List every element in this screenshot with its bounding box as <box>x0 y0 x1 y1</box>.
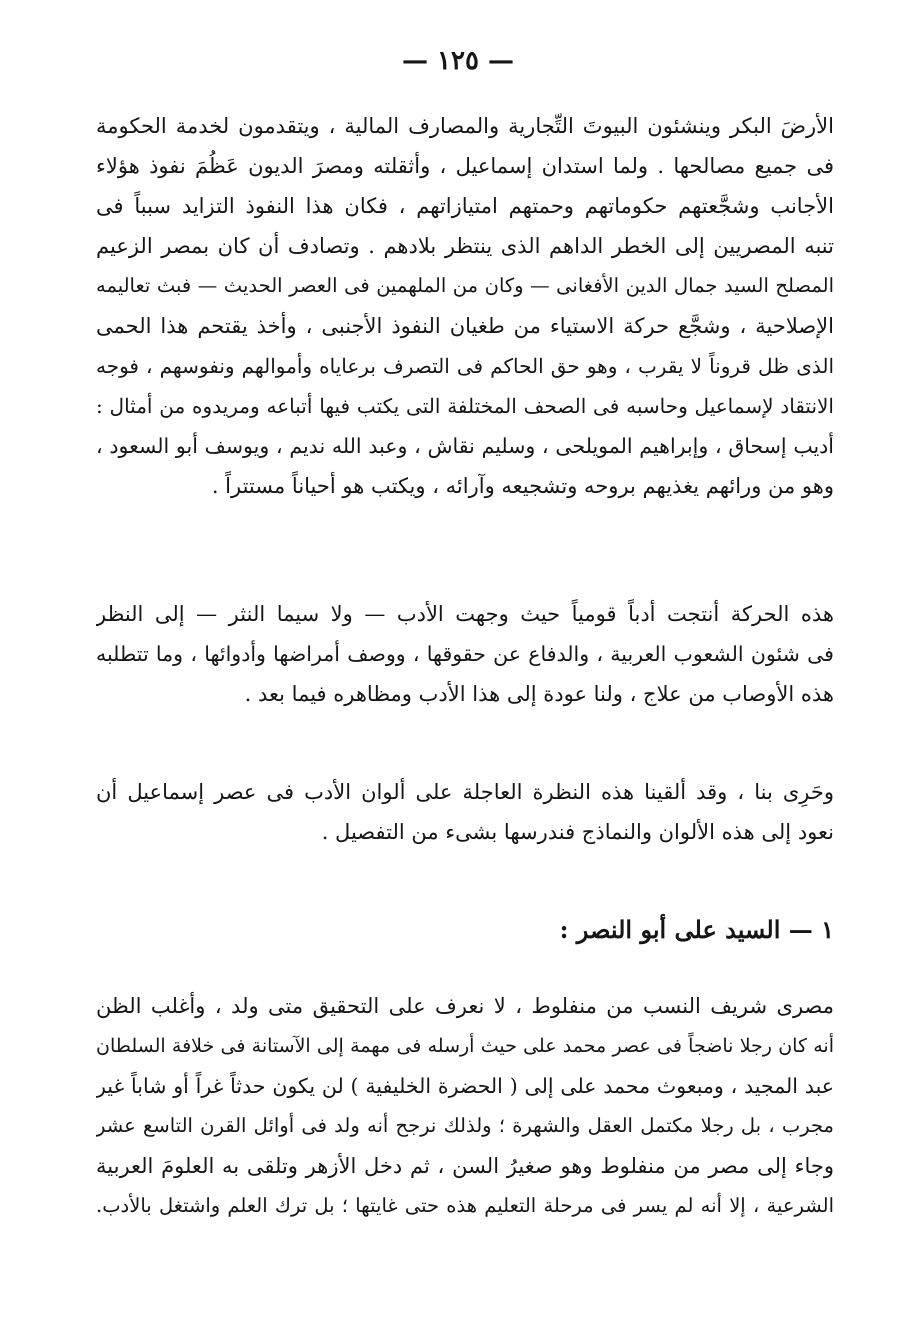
paragraph-line: هذه الأوصاب من علاج ، ولنا عودة إلى هذا الأدب ومظاهره فيما بعد . <box>244 682 834 706</box>
paragraph-line: المصلح السيد جمال الدين الأفغانى — وكان من الملهمين فى العصر الحديث — فبث تعاليمه <box>96 274 834 297</box>
paragraph-line: مجرب ، بل رجلا مكتمل العقل والشهرة ؛ ولذلك نرجح أنه ولد فى أوائل القرن التاسع عشر <box>96 1114 834 1137</box>
paragraph-line: وحَرِى بنا ، وقد ألقينا هذه النظرة العاجلة على ألوان الأدب فى عصر إسماعيل أن <box>96 780 834 804</box>
paragraph-3 <box>96 772 834 852</box>
paragraph-line: هذه الحركة أنتجت أدباً قومياً حيث وجهت الأدب — ولا سيما النثر — إلى النظر <box>96 602 834 626</box>
paragraph-2 <box>96 594 834 714</box>
page-number: — ١٢٥ — <box>401 46 515 76</box>
paragraph-line: عبد المجيد ، ومبعوث محمد على إلى ( الحضرة الخليفية ) لن يكون حدثاً غراً أو شاباً غير <box>96 1074 834 1098</box>
paragraph-line: الشرعية ، إلا أنه لم يسر فى مرحلة التعليم هذه حتى غايتها ؛ بل ترك العلم واشتغل بالأدب. <box>96 1194 834 1217</box>
paragraph-line: فى جميع مصالحها . ولما استدان إسماعيل ، وأثقلته ومصرَ الديون عَظُمَ نفوذ هؤلاء <box>96 154 834 178</box>
paragraph-line: فى شئون الشعوب العربية ، والدفاع عن حقوقها ، ووصف أمراضها وأدوائها ، وما تتطلبه <box>96 642 834 666</box>
paragraph-line: الأرضَ البكر وينشئون البيوتَ التِّجارية والمصارف المالية ، ويتقدمون لخدمة الحكومة <box>96 114 834 138</box>
section-paragraph <box>96 986 834 1226</box>
paragraph-line: مصرى شريف النسب من منفلوط ، لا نعرف على التحقيق متى ولد ، وأغلب الظن <box>96 994 834 1018</box>
paragraph-line: أديب إسحاق ، وإبراهيم المويلحى ، وسليم نقاش ، وعبد الله نديم ، ويوسف أبو السعود ، <box>96 434 834 458</box>
paragraph-line: وهو من ورائهم يغذيهم بروحه وتشجيعه وآرائه ، ويكتب هو أحياناً مستتراً . <box>211 474 834 498</box>
paragraph-line: أنه كان رجلا ناضجاً فى عصر محمد على حيث أرسله فى مهمة إلى الآستانة فى خلافة السلطان <box>96 1035 834 1057</box>
paragraph-line: نعود إلى هذه الألوان والنماذج فندرسها بشىء من التفصيل . <box>321 820 834 844</box>
paragraph-line: الإصلاحية ، وشجَّع حركة الاستياء من طغيان النفوذ الأجنبى ، وأخذ يقتحم هذا الحمى <box>96 314 834 338</box>
paragraph-line: تنبه المصريين إلى الخطر الداهم الذى ينتظر بلادهم . وتصادف أن كان بمصر الزعيم <box>96 234 834 258</box>
section-heading: ١ — السيد على أبو النصر : <box>559 915 834 944</box>
paragraph-line: الذى ظل قروناً لا يقرب ، وهو حق الحاكم فى التصرف برعاياه وأموالهم ونفوسهم ، فوجه <box>96 354 834 378</box>
paragraph-line: الانتقاد لإسماعيل وحاسبه فى الصحف المختلفة التى يكتب فيها أتباعه ومريدوه من أمثال : <box>96 394 834 418</box>
paragraph-1 <box>96 106 834 506</box>
paragraph-line: الأجانب وشجَّعتهم حكوماتهم وحمتهم امتيازاتهم ، فكان هذا النفوذ التزايد سبباً فى <box>96 194 834 218</box>
paragraph-line: وجاء إلى مصر من منفلوط وهو صغيرُ السن ، ثم دخل الأزهر وتلقى به العلومَ العربية <box>96 1154 834 1178</box>
